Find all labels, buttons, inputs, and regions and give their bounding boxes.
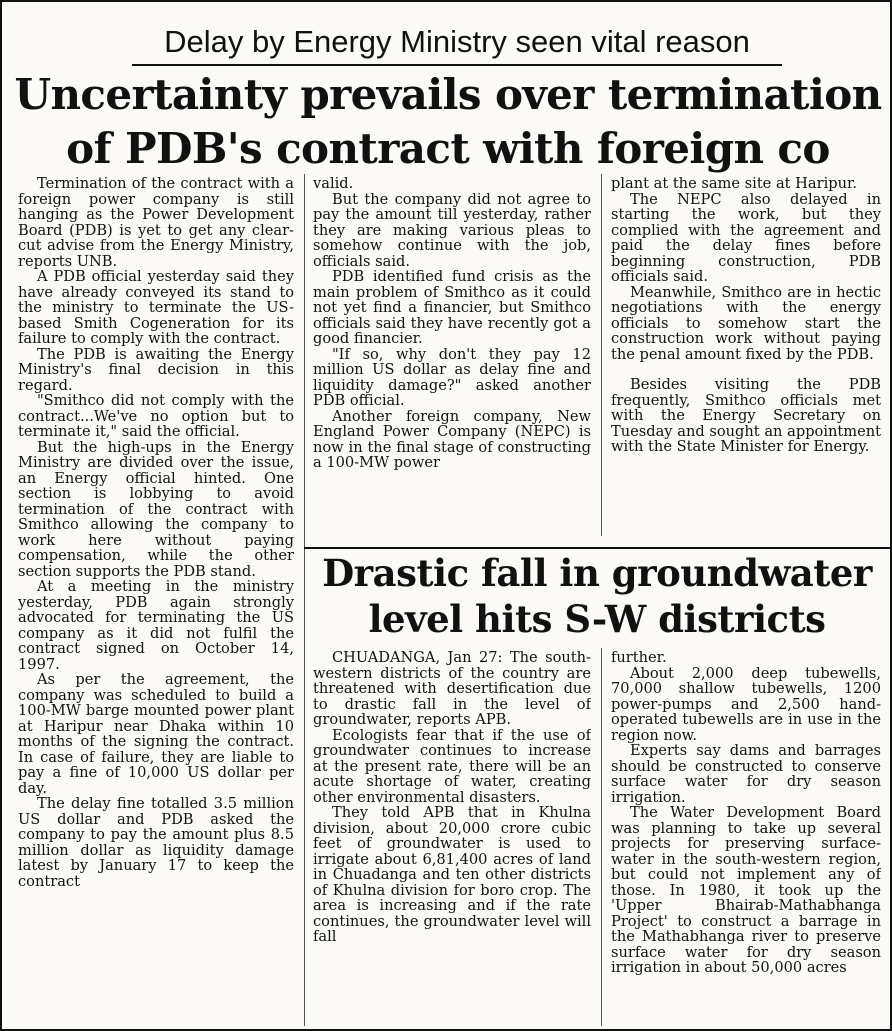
article2-column-2 — [611, 650, 881, 1026]
paragraph: The NEPC also delayed in starting the work, but they complied with the agreement and paid the delay fines before beginning construction, PDB officials said. — [611, 190, 881, 285]
paragraph: Termination of the contract with a foreign power company is still hanging as the Power Development Board (PDB) is yet to get any clear-cut advise from the Energy Ministry, reports UNB. — [18, 176, 294, 270]
paragraph: A PDB official yesterday said they have already conveyed its stand to the ministry to terminate the US-based Smith Cogeneration for its failure to comply with the contract. — [18, 268, 294, 347]
article2-headline-line1: Drastic fall in groundwater — [322, 551, 872, 595]
paragraph: The Water Development Board was planning to take up several projects for preserving surface-water in the south-western region, but could not implement any of those. In 1980, it took up the 'Upper Bhairab-Mathabhanga Project' to construct a barrage in the Mathabhanga river to preserve surface water for dry season irrigation in about 50,000 acres — [611, 804, 881, 976]
paragraph: About 2,000 deep tubewells, 70,000 shallow tubewells, 1200 power-pumps and 2,500 hand-operated tubewells are in use in the region now. — [611, 664, 881, 744]
article-separator — [304, 547, 890, 549]
paragraph: "Smithco did not comply with the contract...We've no option but to terminate it," said the official. — [18, 392, 294, 440]
paragraph: "If so, why don't they pay 12 million US dollar as delay fine and liquidity damage?" asked another PDB official. — [313, 345, 591, 409]
paragraph: The delay fine totalled 3.5 million US dollar and PDB asked the company to pay the amount plus 8.5 million dollar as liquidity damage latest by January 17 to keep the contract — [18, 795, 294, 890]
article1-headline-line2: of PDB's contract with foreign co — [66, 124, 830, 173]
paragraph: Meanwhile, Smithco are in hectic negotiations with the energy officials to somehow start the construction work without paying the penal amount fixed by the PDB. — [611, 283, 881, 363]
paragraph: At a meeting in the ministry yesterday, PDB again strongly advocated for terminating the US company as it did not fulfil the contract signed on October 14, 1997. — [18, 578, 294, 673]
article1-column-2 — [313, 176, 591, 534]
article1-headline-line1: Uncertainty prevails over termination — [14, 70, 882, 119]
article1-kicker: Delay by Energy Ministry seen vital reason — [132, 20, 782, 66]
article2-headline-line2: level hits S-W districts — [368, 597, 826, 641]
paragraph: CHUADANGA, Jan 27: The south-western districts of the country are threatened with desertification due to drastic fall in the level of groundwater, reports APB. — [313, 650, 591, 728]
column-divider — [601, 174, 602, 536]
column-divider — [601, 648, 602, 1026]
paragraph: Besides visiting the PDB frequently, Smithco officials met with the Energy Secretary on Tuesday and sought an appointment with the State Minister for Energy. — [611, 376, 881, 455]
paragraph: They told APB that in Khulna division, about 20,000 crore cubic feet of groundwater is used to irrigate about 6,81,400 acres of land in Chuadanga and ten other districts of Khulna division for boro crop. The area is increasing and if the rate continues, the groundwater level will fall — [313, 804, 591, 945]
article1-headline — [10, 68, 886, 176]
paragraph-continuation: valid. — [313, 176, 354, 192]
paragraph: But the company did not agree to pay the amount till yesterday, rather they are making various pleas to somehow continue with the job, officials said. — [313, 190, 591, 270]
paragraph: The PDB is awaiting the Energy Ministry's final decision in this regard. — [18, 345, 294, 394]
paragraph-continuation: further. — [611, 650, 667, 666]
paragraph: Ecologists fear that if the use of groundwater continues to increase at the present rate, there will be an acute shortage of water, creating other environmental disasters. — [313, 726, 591, 806]
paragraph: Experts say dams and barrages should be constructed to conserve surface water for dry season irrigation. — [611, 742, 881, 806]
paragraph: As per the agreement, the company was scheduled to build a 100-MW barge mounted power plant at Haripur near Dhaka within 10 months of the signing the contract. In case of failure, they are liable to pay a fine of 10,000 US dollar per day. — [18, 671, 294, 797]
paragraph: But the high-ups in the Energy Ministry are divided over the issue, an Energy official hinted. One section is lobbying to avoid termination of the contract with Smithco allowing the company to work here without paying compensation, while the other section supports the PDB stand. — [18, 438, 294, 580]
article2-column-1 — [313, 650, 591, 1026]
paragraph: PDB identified fund crisis as the main problem of Smithco as it could not yet find a financier, but Smithco officials said they have recently got a good financier. — [313, 268, 591, 347]
article1-column-3 — [611, 176, 881, 534]
paragraph: Another foreign company, New England Power Company (NEPC) is now in the final stage of constructing a 100-MW power — [313, 407, 591, 471]
paragraph-continuation: plant at the same site at Haripur. — [611, 176, 857, 192]
article2-headline — [304, 550, 890, 642]
article1-column-1 — [18, 176, 294, 1026]
